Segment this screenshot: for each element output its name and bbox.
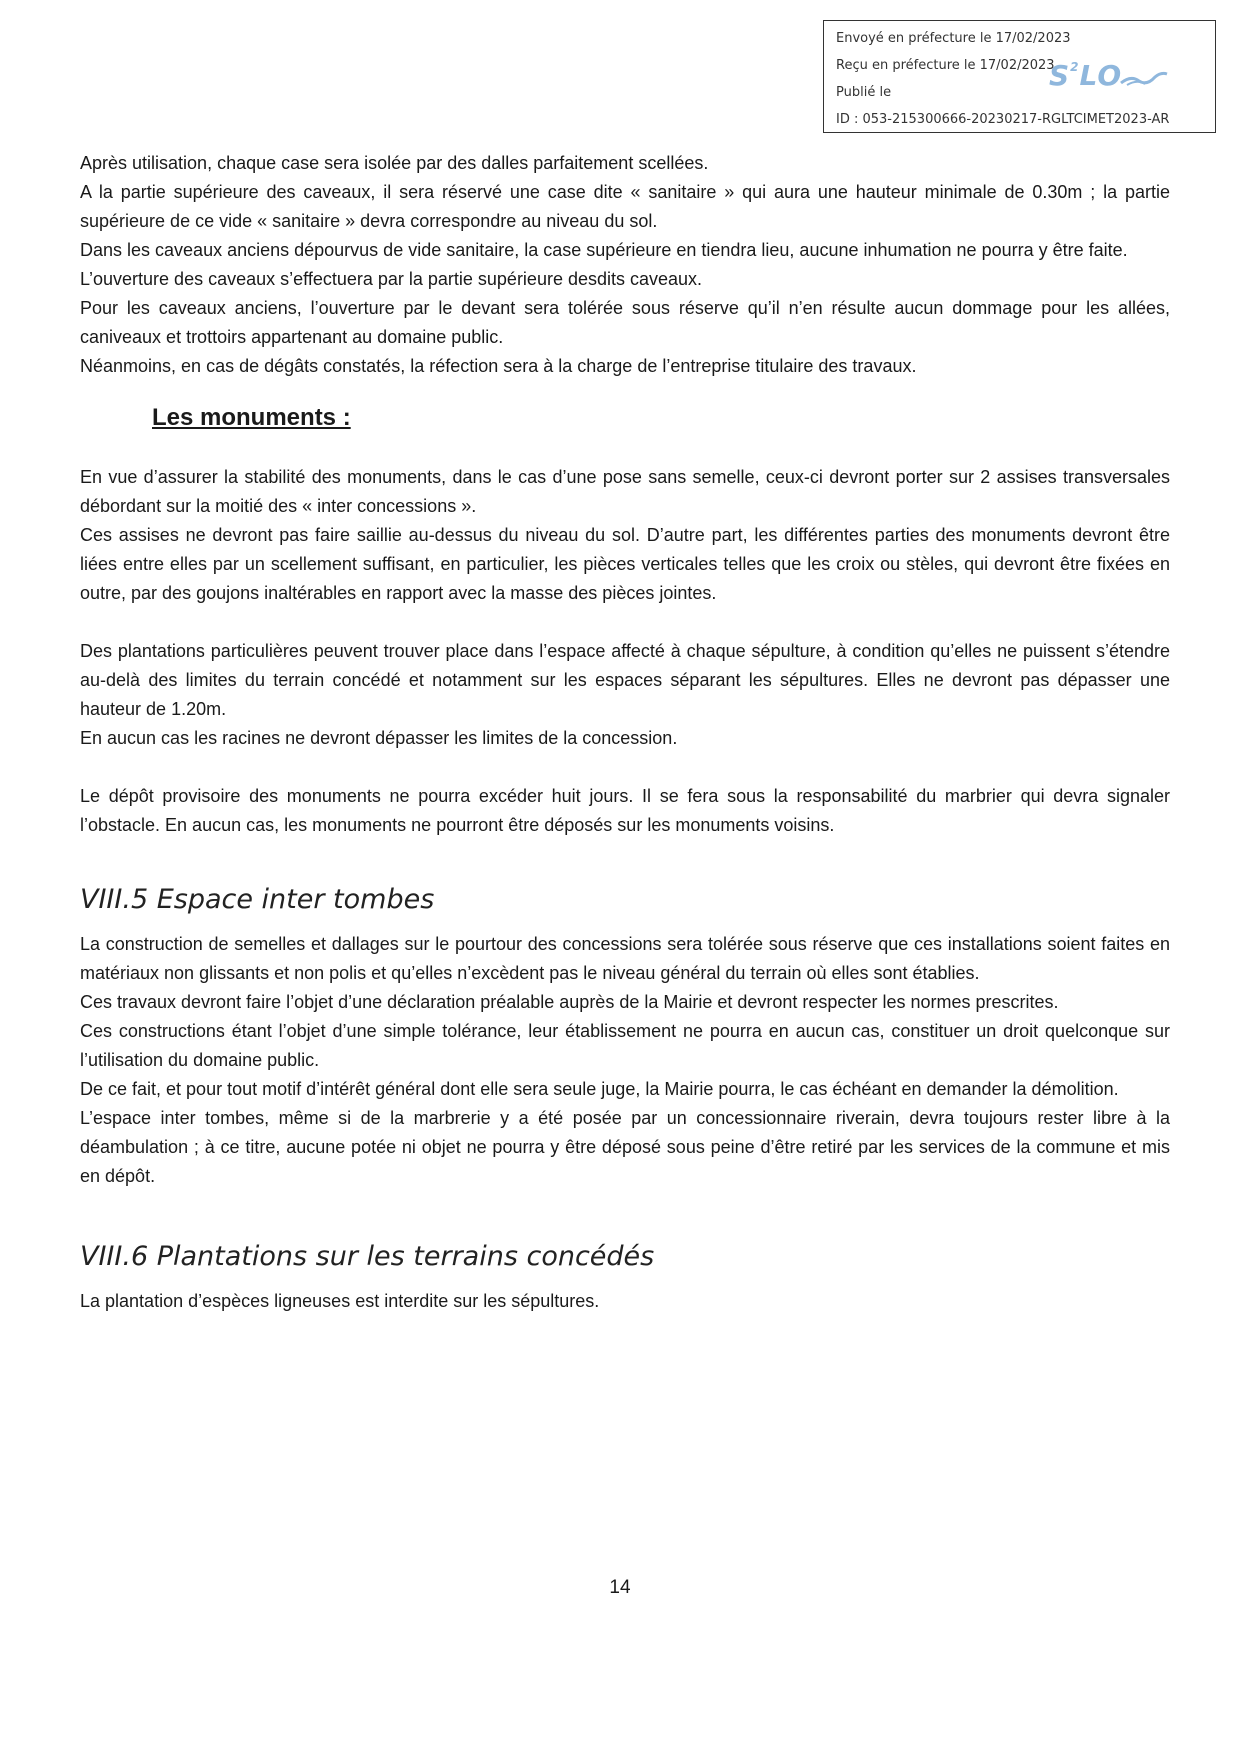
section5-paragraph-2: Ces travaux devront faire l’objet d’une déclaration préalable auprès de la Mairie et devront respecter les normes prescrites.	[80, 992, 1059, 1012]
monuments-paragraph-3: Des plantations particulières peuvent trouver place dans l’espace affecté à chaque sépulture, à condition qu’elles ne puissent s’étendre au-delà des limites du terrain concédé et notamment sur les espaces séparant les sépultures. Elles ne devront pas dépasser une hauteur de 1.20m.	[80, 641, 1170, 719]
stamp-received-date: Reçu en préfecture le 17/02/2023	[836, 58, 1055, 73]
monuments-paragraph-4: En aucun cas les racines ne devront dépasser les limites de la concession.	[80, 728, 678, 748]
intro-paragraph-3: Dans les caveaux anciens dépourvus de vide sanitaire, la case supérieure en tiendra lieu, aucune inhumation ne pourra y être faite.	[80, 240, 1128, 260]
intro-paragraph-4: L’ouverture des caveaux s’effectuera par la partie supérieure desdits caveaux.	[80, 269, 703, 289]
monuments-paragraph-1: En vue d’assurer la stabilité des monuments, dans le cas d’une pose sans semelle, ceux-ci devront porter sur 2 assises transversales débordant sur la moitié des « inter concessions ».	[80, 467, 1170, 516]
section5-paragraph-4: De ce fait, et pour tout motif d’intérêt général dont elle sera seule juge, la Mairie pourra, le cas échéant en demander la démolition.	[80, 1079, 1119, 1099]
stamp-sent-date: Envoyé en préfecture le 17/02/2023	[836, 31, 1071, 46]
intro-paragraph-2: A la partie supérieure des caveaux, il sera réservé une case dite « sanitaire » qui aura une hauteur minimale de 0.30m ; la partie supérieure de ce vide « sanitaire » devra correspondre au niveau du sol.	[80, 182, 1170, 231]
prefecture-stamp	[823, 20, 1216, 133]
section5-paragraph-1: La construction de semelles et dallages sur le pourtour des concessions sera tolérée sous réserve que ces installations soient faites en matériaux non glissants et non polis et qu’elles n’excèdent pas le niveau général du terrain où elles sont établies.	[80, 934, 1170, 983]
monuments-paragraph-2: Ces assises ne devront pas faire saillie au-dessus du niveau du sol. D’autre part, les différentes parties des monuments devront être liées entre elles par un scellement suffisant, en particulier, les pièces verticales telles que les croix ou stèles, qui devront être fixées en outre, par des goujons inaltérables en rapport avec la masse des pièces jointes.	[80, 525, 1170, 603]
section5-paragraph-5: L’espace inter tombes, même si de la marbrerie y a été posée par un concessionnaire riverain, devra toujours rester libre à la déambulation ; à ce titre, aucune potée ni objet ne pourra y être déposé sous peine d’être retiré par les services de la commune et mis en dépôt.	[80, 1108, 1170, 1186]
logo-swoosh-icon	[1119, 69, 1169, 89]
section-viii6-heading: VIII.6 Plantations sur les terrains concédés	[80, 1241, 655, 1272]
page-number: 14	[609, 1577, 631, 1598]
page-content	[80, 149, 1170, 1316]
intro-paragraph-5: Pour les caveaux anciens, l’ouverture par le devant sera tolérée sous réserve qu’il n’en résulte aucun dommage pour les allées, caniveaux et trottoirs appartenant au domaine public.	[80, 298, 1170, 347]
intro-paragraph-6: Néanmoins, en cas de dégâts constatés, la réfection sera à la charge de l’entreprise titulaire des travaux.	[80, 356, 917, 376]
section-viii5-heading: VIII.5 Espace inter tombes	[80, 884, 435, 915]
intro-paragraph-1: Après utilisation, chaque case sera isolée par des dalles parfaitement scellées.	[80, 153, 709, 173]
stamp-published: Publié le	[836, 85, 892, 100]
section6-paragraph-1: La plantation d’espèces ligneuses est interdite sur les sépultures.	[80, 1291, 600, 1311]
s2low-logo: $S^2LO$	[1049, 59, 1122, 92]
monuments-heading: Les monuments :	[152, 404, 351, 431]
stamp-id: ID : 053-215300666-20230217-RGLTCIMET2023-AR	[836, 112, 1170, 127]
monuments-paragraph-5: Le dépôt provisoire des monuments ne pourra excéder huit jours. Il se fera sous la responsabilité du marbrier qui devra signaler l’obstacle. En aucun cas, les monuments ne pourront être déposés sur les monuments voisins.	[80, 786, 1170, 835]
section5-paragraph-3: Ces constructions étant l’objet d’une simple tolérance, leur établissement ne pourra en aucun cas, constituer un droit quelconque sur l’utilisation du domaine public.	[80, 1021, 1170, 1070]
